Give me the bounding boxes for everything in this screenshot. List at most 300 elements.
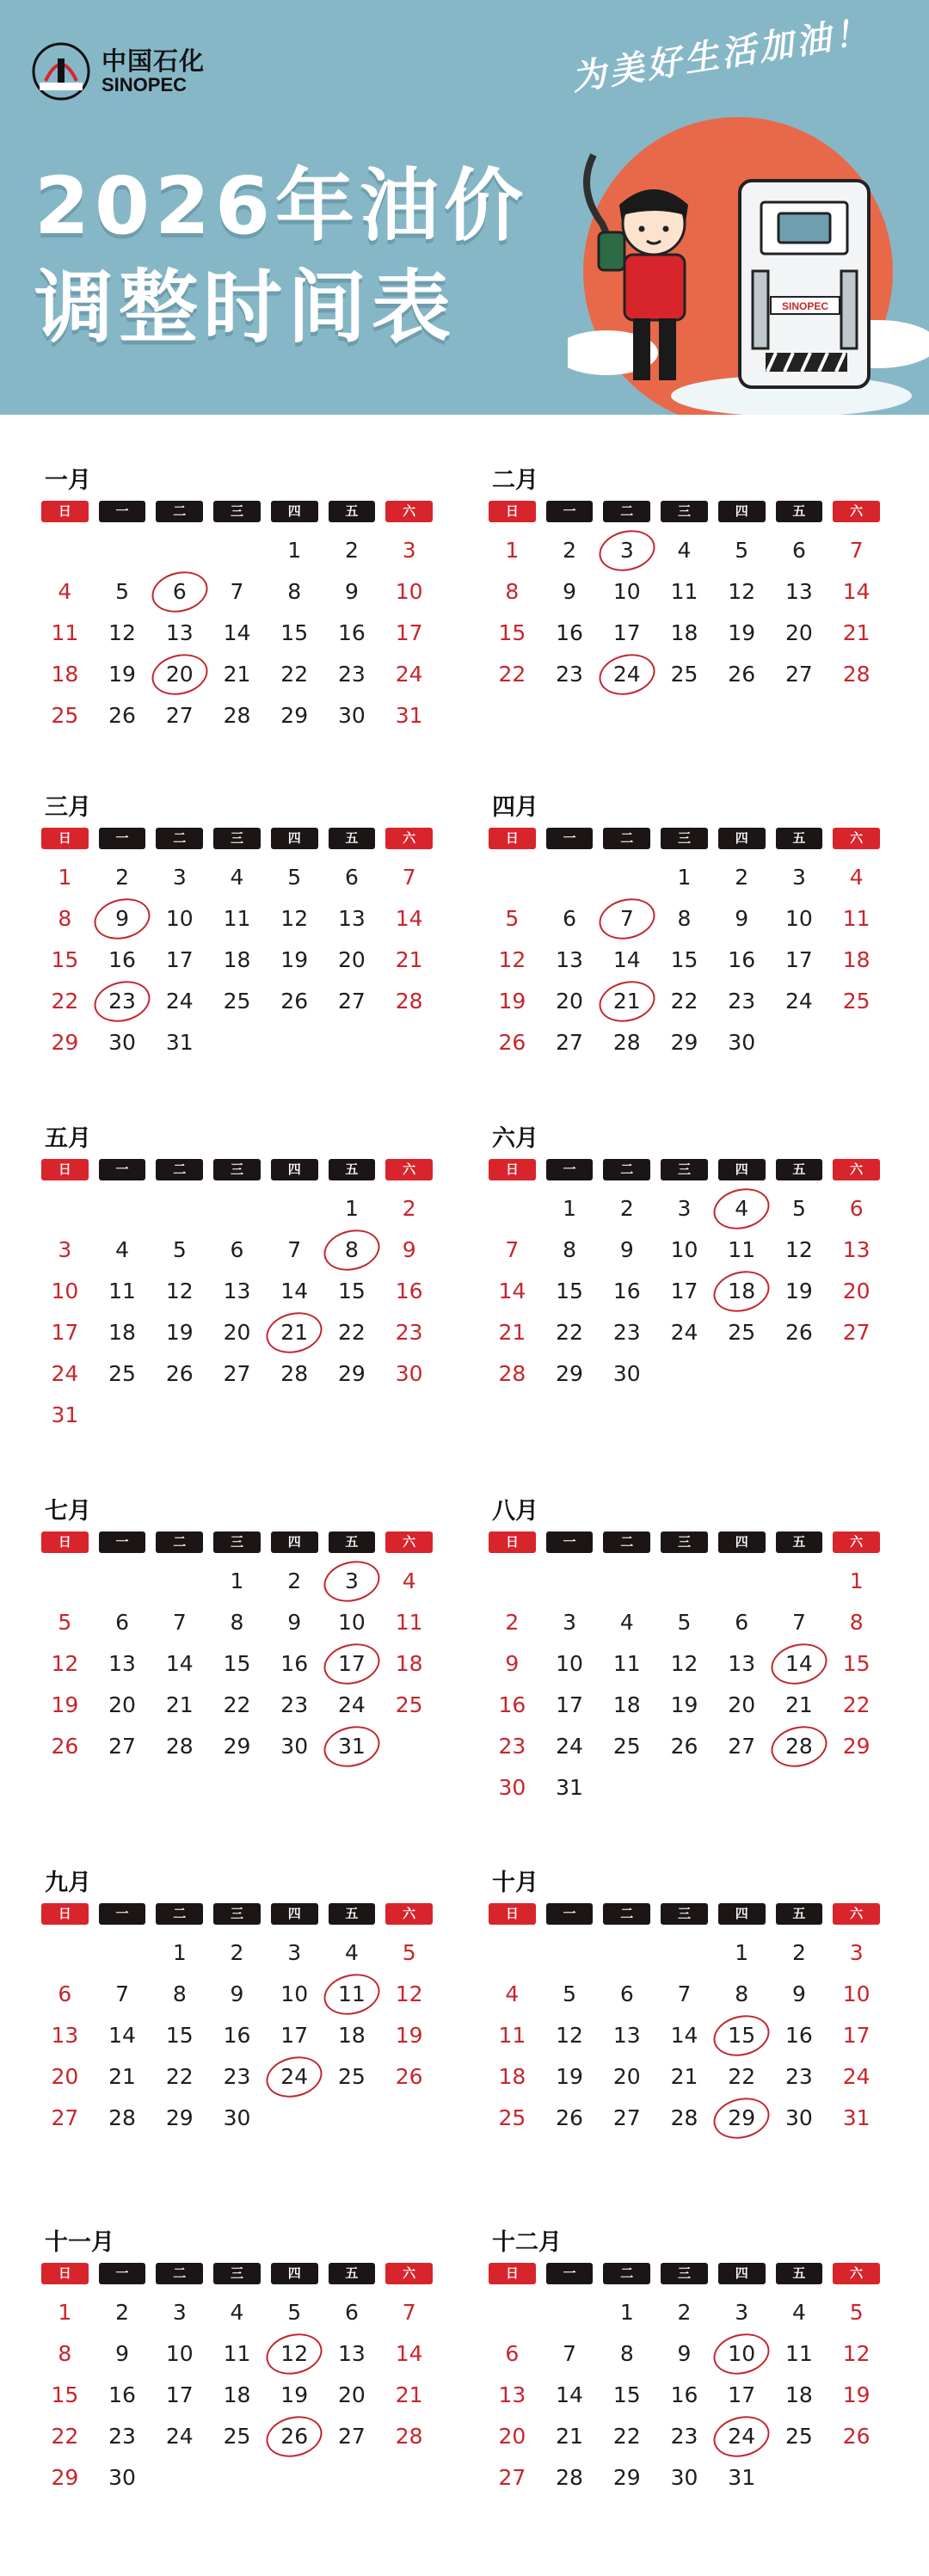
day-cell: 10	[556, 1651, 583, 1676]
day-cell: 17	[842, 2023, 871, 2048]
day-cell: 28	[498, 1361, 526, 1386]
day-cell: 24	[785, 989, 813, 1014]
day-cell: 10	[612, 579, 641, 604]
day-cell: 28	[670, 2105, 698, 2130]
day-cell: 8	[677, 906, 692, 931]
day-cell: 7	[505, 1237, 520, 1262]
weekday-label: 二	[156, 2263, 203, 2284]
empty-day-cell	[213, 530, 261, 571]
day-cell: 10	[51, 1279, 79, 1303]
day-cell: 22	[556, 1320, 583, 1345]
day-cell: 7	[849, 538, 864, 563]
day-cell: 19	[842, 2382, 871, 2407]
weekday-label: 三	[213, 1903, 261, 1925]
day-cell: 2	[791, 1940, 806, 1965]
day-cell: 6	[563, 906, 577, 931]
day-cell: 21	[670, 2064, 698, 2089]
day-cell: 22	[612, 2424, 641, 2449]
day-cell: 24	[395, 662, 423, 687]
day-cell: 27	[728, 1734, 756, 1759]
day-cell: 13	[728, 1651, 756, 1676]
month-title: 十月	[492, 1870, 538, 1896]
day-cell: 1	[735, 1940, 749, 1965]
adjustment-day: 28	[776, 1726, 823, 1767]
day-grid	[41, 857, 433, 1063]
day-cell: 27	[165, 703, 194, 728]
month-title: 五月	[45, 1125, 91, 1152]
day-cell: 22	[165, 2064, 194, 2089]
day-cell: 20	[51, 2064, 79, 2089]
empty-day-cell	[99, 530, 146, 571]
day-cell: 10	[395, 579, 423, 604]
day-cell: 26	[280, 989, 309, 1014]
weekday-label: 三	[213, 828, 261, 849]
weekday-label: 一	[546, 501, 594, 522]
day-cell: 4	[230, 2300, 244, 2325]
day-cell: 25	[223, 2424, 251, 2449]
day-cell: 15	[612, 2382, 641, 2407]
day-cell: 14	[395, 906, 423, 931]
day-cell: 25	[51, 703, 79, 728]
day-cell: 29	[165, 2105, 194, 2130]
day-cell: 17	[728, 2382, 756, 2407]
day-cell: 9	[735, 906, 749, 931]
day-cell: 18	[842, 947, 871, 972]
day-cell: 7	[287, 1237, 302, 1262]
weekday-label: 四	[718, 501, 766, 522]
day-cell: 20	[556, 989, 583, 1014]
day-cell: 14	[670, 2023, 698, 2048]
month-title: 七月	[45, 1498, 91, 1525]
day-grid	[489, 857, 880, 1063]
day-cell: 21	[223, 662, 251, 687]
month-calendar	[489, 466, 880, 695]
day-cell: 14	[108, 2023, 136, 2048]
day-cell: 3	[735, 2300, 749, 2325]
empty-day-cell	[546, 857, 594, 898]
empty-day-cell	[41, 1932, 89, 1974]
weekday-label: 四	[271, 2263, 318, 2284]
day-cell: 29	[280, 703, 309, 728]
day-cell: 9	[287, 1610, 302, 1635]
day-cell: 14	[612, 947, 641, 972]
day-cell: 25	[338, 2064, 366, 2089]
day-cell: 28	[165, 1734, 194, 1759]
month-calendar	[41, 1125, 433, 1436]
day-cell: 21	[395, 947, 423, 972]
day-cell: 11	[223, 2341, 251, 2366]
day-cell: 21	[165, 1692, 194, 1717]
weekday-label: 一	[546, 1531, 594, 1553]
weekday-label: 五	[329, 2263, 376, 2284]
weekday-label: 二	[156, 1903, 203, 1925]
day-cell: 8	[230, 1610, 244, 1635]
month-calendar	[41, 2228, 433, 2499]
day-cell: 16	[670, 2382, 698, 2407]
day-cell: 30	[108, 1030, 136, 1055]
day-cell: 16	[395, 1279, 423, 1303]
weekday-label: 五	[776, 501, 823, 522]
day-cell: 1	[172, 1940, 187, 1965]
day-cell: 11	[395, 1610, 423, 1635]
day-cell: 20	[785, 620, 813, 645]
day-cell: 1	[677, 865, 692, 890]
day-cell: 6	[735, 1610, 749, 1635]
day-cell: 27	[108, 1734, 136, 1759]
day-cell: 2	[402, 1196, 416, 1221]
month-title: 十一月	[45, 2229, 114, 2256]
day-cell: 3	[677, 1196, 692, 1221]
day-cell: 15	[280, 620, 309, 645]
day-cell: 16	[223, 2023, 251, 2048]
day-cell: 7	[230, 579, 244, 604]
day-cell: 16	[785, 2023, 813, 2048]
empty-day-cell	[489, 857, 536, 898]
day-cell: 17	[280, 2023, 309, 2048]
day-cell: 9	[791, 1981, 806, 2006]
adjustment-day: 3	[329, 1561, 376, 1602]
empty-day-cell	[546, 2292, 594, 2333]
empty-day-cell	[603, 1932, 650, 1974]
day-cell: 24	[338, 1692, 366, 1717]
day-cell: 25	[395, 1692, 423, 1717]
weekday-label: 六	[385, 2263, 433, 2284]
weekday-label: 五	[776, 1903, 823, 1925]
day-cell: 13	[338, 906, 366, 931]
day-cell: 29	[223, 1734, 251, 1759]
day-cell: 17	[165, 2382, 194, 2407]
month-calendar	[41, 466, 433, 736]
day-cell: 13	[498, 2382, 526, 2407]
weekday-label: 二	[603, 1159, 650, 1180]
day-cell: 30	[728, 1030, 756, 1055]
day-cell: 10	[280, 1981, 309, 2006]
day-cell: 27	[338, 2424, 366, 2449]
day-cell: 22	[51, 2424, 79, 2449]
day-cell: 15	[51, 947, 79, 972]
month-title: 一月	[45, 467, 91, 494]
slogan-text: 为美好生活加油！	[569, 11, 875, 99]
day-cell: 31	[395, 703, 423, 728]
day-cell: 17	[395, 620, 423, 645]
weekday-label: 日	[41, 828, 89, 849]
day-cell: 30	[612, 1361, 641, 1386]
month-calendar	[41, 1869, 433, 2139]
day-cell: 25	[728, 1320, 756, 1345]
day-cell: 12	[108, 620, 136, 645]
empty-day-cell	[99, 1561, 146, 1602]
day-cell: 1	[619, 2300, 634, 2325]
day-cell: 11	[498, 2023, 526, 2048]
header-banner	[0, 0, 929, 415]
adjustment-day: 15	[718, 2015, 766, 2056]
day-cell: 3	[172, 865, 187, 890]
day-cell: 5	[849, 2300, 864, 2325]
weekday-label: 一	[99, 1531, 146, 1553]
day-cell: 30	[223, 2105, 251, 2130]
day-cell: 21	[395, 2382, 423, 2407]
empty-day-cell	[546, 1932, 594, 1974]
weekday-label: 一	[546, 1159, 594, 1180]
weekday-header	[489, 2263, 880, 2284]
day-cell: 3	[402, 538, 416, 563]
sinopec-logo	[31, 41, 205, 102]
day-cell: 29	[612, 2465, 641, 2490]
day-cell: 9	[402, 1237, 416, 1262]
day-cell: 26	[785, 1320, 813, 1345]
day-cell: 16	[280, 1651, 309, 1676]
page-title-line1: 2026年油价	[34, 160, 529, 252]
day-cell: 7	[115, 1981, 130, 2006]
day-cell: 19	[556, 2064, 583, 2089]
day-cell: 28	[280, 1361, 309, 1386]
day-cell: 20	[338, 947, 366, 972]
weekday-label: 一	[546, 2263, 594, 2284]
day-cell: 19	[51, 1692, 79, 1717]
day-cell: 31	[165, 1030, 194, 1055]
empty-day-cell	[603, 1561, 650, 1602]
day-cell: 22	[842, 1692, 871, 1717]
day-cell: 23	[612, 1320, 641, 1345]
day-cell: 15	[338, 1279, 366, 1303]
day-cell: 13	[165, 620, 194, 645]
empty-day-cell	[156, 1561, 203, 1602]
day-cell: 15	[556, 1279, 583, 1303]
day-cell: 16	[498, 1692, 526, 1717]
adjustment-day: 8	[329, 1229, 376, 1271]
day-cell: 30	[108, 2465, 136, 2490]
day-cell: 16	[612, 1279, 641, 1303]
day-cell: 13	[108, 1651, 136, 1676]
day-cell: 18	[785, 2382, 813, 2407]
adjustment-day: 21	[271, 1312, 318, 1353]
weekday-header	[41, 501, 433, 522]
day-cell: 22	[338, 1320, 366, 1345]
day-cell: 2	[115, 865, 130, 890]
fuel-pump-icon	[740, 181, 869, 387]
weekday-label: 四	[271, 1159, 318, 1180]
weekday-label: 六	[833, 1903, 880, 1925]
day-cell: 27	[556, 1030, 583, 1055]
day-cell: 7	[402, 865, 416, 890]
day-cell: 17	[612, 620, 641, 645]
adjustment-day: 11	[329, 1974, 376, 2015]
day-cell: 11	[728, 1237, 756, 1262]
day-cell: 20	[498, 2424, 526, 2449]
day-grid	[41, 1932, 433, 2139]
day-cell: 4	[344, 1940, 359, 1965]
day-cell: 16	[728, 947, 756, 972]
day-cell: 4	[849, 865, 864, 890]
day-cell: 25	[785, 2424, 813, 2449]
empty-day-cell	[489, 1188, 536, 1229]
weekday-label: 六	[385, 828, 433, 849]
day-cell: 28	[612, 1030, 641, 1055]
day-cell: 30	[338, 703, 366, 728]
day-cell: 12	[785, 1237, 813, 1262]
day-cell: 12	[51, 1651, 79, 1676]
weekday-label: 二	[603, 501, 650, 522]
calendar-grid	[0, 415, 929, 2576]
day-cell: 3	[287, 1940, 302, 1965]
weekday-label: 三	[661, 1531, 708, 1553]
day-cell: 27	[338, 989, 366, 1014]
day-cell: 11	[785, 2341, 813, 2366]
day-cell: 2	[563, 538, 577, 563]
day-cell: 8	[619, 2341, 634, 2366]
day-cell: 14	[395, 2341, 423, 2366]
day-cell: 13	[556, 947, 583, 972]
day-cell: 17	[165, 947, 194, 972]
day-cell: 26	[395, 2064, 423, 2089]
day-cell: 20	[223, 1320, 251, 1345]
day-cell: 6	[505, 2341, 520, 2366]
day-cell: 17	[51, 1320, 79, 1345]
day-cell: 20	[842, 1279, 871, 1303]
day-cell: 22	[280, 662, 309, 687]
weekday-label: 日	[41, 1159, 89, 1180]
day-grid	[489, 1561, 880, 1809]
day-cell: 20	[612, 2064, 641, 2089]
day-cell: 19	[280, 2382, 309, 2407]
weekday-label: 日	[489, 1903, 536, 1925]
day-cell: 31	[842, 2105, 871, 2130]
day-cell: 14	[165, 1651, 194, 1676]
weekday-label: 一	[99, 1159, 146, 1180]
day-cell: 6	[344, 2300, 359, 2325]
weekday-label: 五	[776, 1531, 823, 1553]
weekday-label: 四	[718, 828, 766, 849]
day-cell: 27	[51, 2105, 79, 2130]
day-cell: 1	[505, 538, 520, 563]
weekday-label: 六	[833, 1159, 880, 1180]
day-cell: 1	[58, 865, 72, 890]
day-cell: 28	[842, 662, 871, 687]
day-cell: 21	[785, 1692, 813, 1717]
day-cell: 26	[670, 1734, 698, 1759]
weekday-label: 五	[329, 1531, 376, 1553]
day-cell: 3	[172, 2300, 187, 2325]
day-cell: 15	[165, 2023, 194, 2048]
weekday-label: 四	[271, 1903, 318, 1925]
weekday-label: 日	[489, 828, 536, 849]
day-cell: 22	[498, 662, 526, 687]
day-cell: 5	[287, 2300, 302, 2325]
day-cell: 27	[785, 662, 813, 687]
day-cell: 2	[287, 1568, 302, 1593]
day-cell: 1	[563, 1196, 577, 1221]
empty-day-cell	[99, 1932, 146, 1974]
day-cell: 2	[735, 865, 749, 890]
day-cell: 4	[402, 1568, 416, 1593]
day-cell: 8	[505, 579, 520, 604]
day-cell: 12	[670, 1651, 698, 1676]
weekday-label: 三	[661, 1903, 708, 1925]
day-cell: 11	[108, 1279, 136, 1303]
day-cell: 19	[165, 1320, 194, 1345]
weekday-label: 五	[776, 1159, 823, 1180]
day-cell: 30	[785, 2105, 813, 2130]
day-cell: 6	[619, 1981, 634, 2006]
day-cell: 4	[677, 538, 692, 563]
day-cell: 14	[498, 1279, 526, 1303]
day-cell: 5	[505, 906, 520, 931]
empty-day-cell	[41, 1561, 89, 1602]
day-cell: 10	[842, 1981, 871, 2006]
day-cell: 18	[338, 2023, 366, 2048]
day-cell: 21	[498, 1320, 526, 1345]
day-cell: 24	[165, 989, 194, 1014]
day-cell: 13	[51, 2023, 79, 2048]
day-cell: 12	[395, 1981, 423, 2006]
day-cell: 25	[498, 2105, 526, 2130]
day-cell: 1	[287, 538, 302, 563]
day-cell: 10	[670, 1237, 698, 1262]
day-cell: 3	[791, 865, 806, 890]
day-cell: 8	[58, 906, 72, 931]
day-cell: 12	[728, 579, 756, 604]
day-cell: 12	[165, 1279, 194, 1303]
empty-day-cell	[213, 1188, 261, 1229]
day-cell: 28	[395, 989, 423, 1014]
adjustment-day: 26	[271, 2416, 318, 2457]
weekday-label: 一	[546, 1903, 594, 1925]
day-cell: 4	[58, 579, 72, 604]
day-cell: 5	[172, 1237, 187, 1262]
weekday-label: 二	[156, 501, 203, 522]
adjustment-day: 12	[271, 2333, 318, 2375]
day-cell: 23	[785, 2064, 813, 2089]
day-cell: 24	[842, 2064, 871, 2089]
day-grid	[41, 1188, 433, 1436]
month-calendar	[41, 793, 433, 1063]
day-cell: 5	[735, 538, 749, 563]
day-cell: 3	[563, 1610, 577, 1635]
day-cell: 18	[498, 2064, 526, 2089]
day-cell: 6	[849, 1196, 864, 1221]
weekday-header	[489, 501, 880, 522]
day-cell: 16	[108, 947, 136, 972]
weekday-label: 三	[661, 828, 708, 849]
day-cell: 8	[735, 1981, 749, 2006]
day-cell: 26	[498, 1030, 526, 1055]
day-cell: 23	[728, 989, 756, 1014]
day-cell: 8	[849, 1610, 864, 1635]
weekday-label: 二	[603, 1903, 650, 1925]
day-cell: 22	[670, 989, 698, 1014]
weekday-label: 三	[213, 1531, 261, 1553]
day-cell: 13	[842, 1237, 871, 1262]
weekday-header	[489, 828, 880, 849]
day-cell: 28	[556, 2465, 583, 2490]
day-cell: 18	[670, 620, 698, 645]
day-cell: 15	[498, 620, 526, 645]
weekday-label: 一	[546, 828, 594, 849]
day-grid	[489, 2292, 880, 2499]
adjustment-day: 4	[718, 1188, 766, 1229]
day-grid	[489, 530, 880, 695]
month-title: 二月	[492, 467, 538, 494]
month-calendar	[489, 793, 880, 1063]
day-cell: 17	[670, 1279, 698, 1303]
weekday-label: 日	[489, 1159, 536, 1180]
day-cell: 1	[849, 1568, 864, 1593]
day-cell: 24	[51, 1361, 79, 1386]
day-cell: 18	[612, 1692, 641, 1717]
empty-day-cell	[489, 1561, 536, 1602]
day-cell: 27	[223, 1361, 251, 1386]
month-title: 六月	[492, 1125, 538, 1152]
